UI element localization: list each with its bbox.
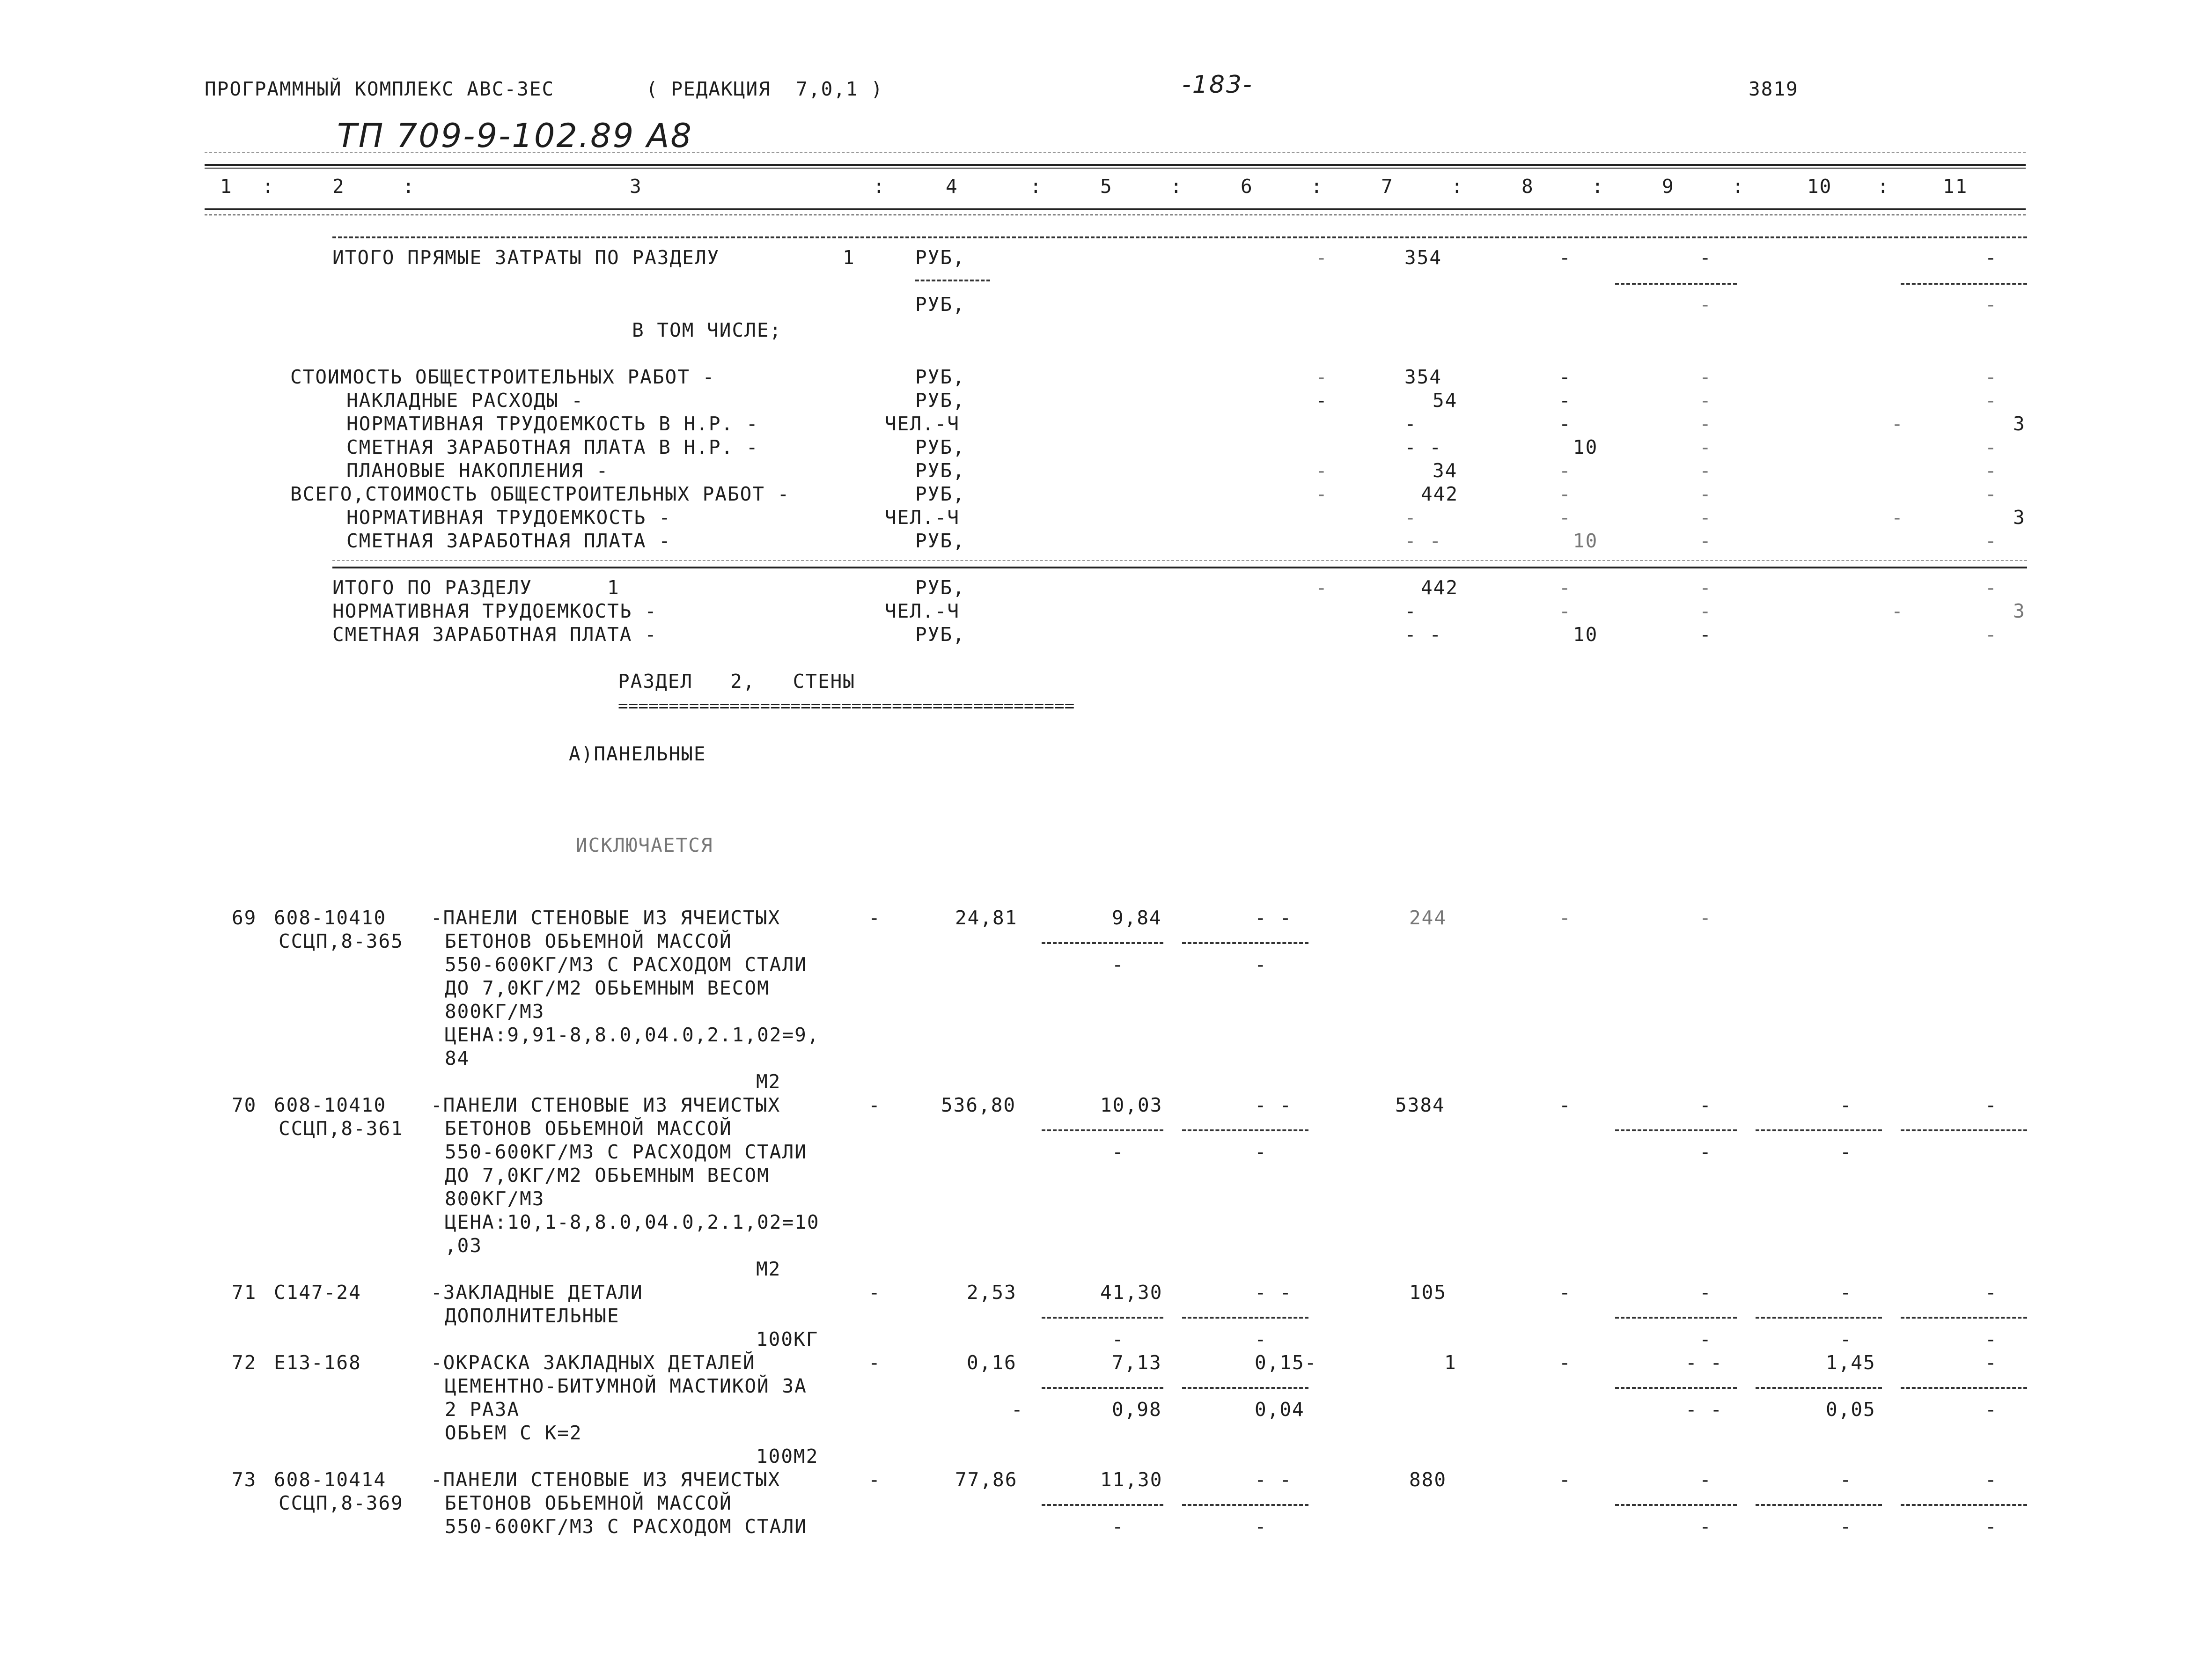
column-header-11: 11: [1943, 175, 1968, 198]
page-number: -183-: [1182, 71, 1253, 99]
item-col10: -: [1840, 1094, 1852, 1116]
item-col10-2: -: [1840, 1515, 1852, 1538]
item-rule: [1615, 1317, 1737, 1319]
total-top-rule: [332, 236, 2027, 238]
summary-label: СМЕТНАЯ ЗАРАБОТНАЯ ПЛАТА В Н.Р. -: [346, 436, 759, 458]
item-col6: - -: [1255, 1094, 1293, 1116]
summary-label: СТОИМОСТЬ ОБЩЕСТРОИТЕЛЬНЫХ РАБОТ -: [290, 366, 715, 388]
summary-unit: РУБ,: [915, 366, 965, 388]
item-desc-line: БЕТОНОВ ОБЬЕМНОЙ МАССОЙ: [445, 930, 732, 952]
summary-c7: - -: [1404, 436, 1442, 458]
summary-c11: 3: [2013, 413, 2026, 435]
section-total-c9: -: [1699, 600, 1712, 622]
item-number: 70: [232, 1094, 257, 1116]
item-desc-line: 550-600КГ/М3 С РАСХОДОМ СТАЛИ: [445, 953, 807, 976]
item-price-2: -: [1112, 953, 1124, 976]
item-desc-line: -ЗАКЛАДНЫЕ ДЕТАЛИ: [431, 1281, 643, 1304]
item-col9: - -: [1685, 1351, 1723, 1374]
section-total-c9: -: [1699, 576, 1712, 599]
item-number: 73: [232, 1468, 257, 1491]
item-dash: -: [868, 907, 881, 929]
summary-c9: -: [1699, 530, 1712, 552]
item-col11-2: -: [1985, 1515, 1998, 1538]
item-unit: 100КГ: [756, 1328, 819, 1350]
item-rule: [1042, 1129, 1163, 1131]
section-total-c7: 442: [1421, 576, 1459, 599]
item-col9-2: - -: [1685, 1398, 1723, 1421]
item-reference: ССЦП,8-369: [279, 1492, 404, 1514]
item-desc-line: 550-600КГ/М3 С РАСХОДОМ СТАЛИ: [445, 1515, 807, 1538]
summary-c7: - -: [1404, 530, 1442, 552]
section-total-c10: -: [1891, 600, 1904, 622]
summary-c10: -: [1891, 413, 1904, 435]
summary-c6: -: [1315, 389, 1328, 412]
total-direct-unit: РУБ,: [915, 246, 965, 269]
item-col8: -: [1559, 1351, 1572, 1374]
item-dash: -: [868, 1468, 881, 1491]
item-col11: -: [1985, 1468, 1998, 1491]
summary-c8: -: [1559, 483, 1572, 505]
item-rule: [1182, 1129, 1308, 1131]
item-desc-line: 550-600КГ/М3 С РАСХОДОМ СТАЛИ: [445, 1141, 807, 1163]
column-header-7: 7: [1381, 175, 1394, 198]
summary-c9: -: [1699, 459, 1712, 482]
section-total-c8: 10: [1573, 623, 1598, 646]
item-price: 9,84: [1112, 907, 1162, 929]
summary-label: НАКЛАДНЫЕ РАСХОДЫ -: [346, 389, 584, 412]
summary-c9: -: [1699, 366, 1712, 388]
item-code: 608-10410: [274, 907, 387, 929]
item-rule: [1182, 1504, 1308, 1506]
item-col6: - -: [1255, 1468, 1293, 1491]
item-code: Е13-168: [274, 1351, 361, 1374]
summary-c8: -: [1559, 459, 1572, 482]
item-col11: -: [1985, 1281, 1998, 1304]
item-price-2: 0,98: [1112, 1398, 1162, 1421]
section-total-c11: 3: [2013, 600, 2026, 622]
item-desc-line: -ПАНЕЛИ СТЕНОВЫЕ ИЗ ЯЧЕИСТЫХ: [431, 907, 781, 929]
item-col9: -: [1699, 907, 1712, 929]
item-col9-2: -: [1699, 1515, 1712, 1538]
summary-c9: -: [1699, 413, 1712, 435]
item-rule: [1042, 942, 1163, 944]
item-dash: -: [868, 1281, 881, 1304]
section-total-unit: РУБ,: [915, 623, 965, 646]
summary-label: НОРМАТИВНАЯ ТРУДОЕМКОСТЬ В Н.Р. -: [346, 413, 759, 435]
header-dotted-rule: [205, 152, 2026, 153]
item-rule: [1042, 1317, 1163, 1319]
item-desc-line: ЦЕНА:9,91-8,8.0,04.0,2.1,02=9,: [445, 1024, 820, 1046]
total-direct-c7: 354: [1404, 246, 1442, 269]
item-desc-line: -ПАНЕЛИ СТЕНОВЫЕ ИЗ ЯЧЕИСТЫХ: [431, 1468, 781, 1491]
item-col9-2: -: [1699, 1328, 1712, 1350]
column-separator: :: [1030, 175, 1043, 198]
item-desc-line: 84: [445, 1047, 470, 1069]
item-price: 7,13: [1112, 1351, 1162, 1374]
section-total-rule: [332, 567, 2027, 568]
total-direct-c6: -: [1315, 246, 1328, 269]
section-total-label: СМЕТНАЯ ЗАРАБОТНАЯ ПЛАТА -: [332, 623, 657, 646]
column-header-9: 9: [1662, 175, 1675, 198]
section-total-c11: -: [1985, 623, 1998, 646]
summary-c11: -: [1985, 436, 1998, 458]
item-col7: 1: [1444, 1351, 1457, 1374]
item-code: 608-10410: [274, 1094, 387, 1116]
section-total-c9: -: [1699, 623, 1712, 646]
item-rule: [1901, 1504, 2027, 1506]
program-title: ПРОГРАММНЫЙ КОМПЛЕКС АВС-3ЕС: [205, 78, 555, 100]
summary-c8: -: [1559, 506, 1572, 529]
item-col7: 5384: [1395, 1094, 1445, 1116]
item-col10: -: [1840, 1281, 1852, 1304]
item-col9: -: [1699, 1468, 1712, 1491]
item-rule: [1615, 1504, 1737, 1506]
section-total-c8: -: [1559, 576, 1572, 599]
item-col11-2: -: [1985, 1328, 1998, 1350]
item-desc-line: ДО 7,0КГ/М2 ОБЬЕМНЫМ ВЕСОМ: [445, 1164, 770, 1187]
item-rule: [1901, 1129, 2027, 1131]
item-col6: 0,15-: [1255, 1351, 1317, 1374]
column-header-bottom-rule-2: [205, 214, 2026, 215]
summary-unit: РУБ,: [915, 436, 965, 458]
item-price: 11,30: [1100, 1468, 1163, 1491]
item-col11: -: [1985, 1351, 1998, 1374]
item-col10-2: -: [1840, 1141, 1852, 1163]
section-total-c7: -: [1404, 600, 1417, 622]
summary-c7: 34: [1433, 459, 1458, 482]
item-col10: -: [1840, 1468, 1852, 1491]
item-col6-2: 0,04: [1255, 1398, 1305, 1421]
item-desc-line: ,03: [445, 1234, 483, 1257]
project-code: ТП 709-9-102.89 А8: [337, 117, 693, 155]
total-direct-c11: -: [1985, 246, 1998, 269]
item-rule: [1182, 1317, 1308, 1319]
summary-c7: -: [1404, 506, 1417, 529]
total-direct-c11-rule: [1901, 283, 2027, 285]
summary-unit: РУБ,: [915, 459, 965, 482]
summary-c6: -: [1315, 366, 1328, 388]
item-code: С147-24: [274, 1281, 361, 1304]
total-direct-c9-rule: [1615, 283, 1737, 285]
section-total-label: НОРМАТИВНАЯ ТРУДОЕМКОСТЬ -: [332, 600, 657, 622]
item-col10: 1,45: [1826, 1351, 1876, 1374]
summary-unit: РУБ,: [915, 530, 965, 552]
item-col8: -: [1559, 1281, 1572, 1304]
column-header-1: 1: [220, 175, 233, 198]
item-rule: [1042, 1504, 1163, 1506]
summary-c11: -: [1985, 366, 1998, 388]
item-price-2: -: [1112, 1515, 1124, 1538]
item-price-2: -: [1112, 1328, 1124, 1350]
item-rule: [1615, 1129, 1737, 1131]
summary-unit: ЧЕЛ.-Ч: [885, 506, 960, 529]
summary-c6: -: [1315, 459, 1328, 482]
item-rule: [1182, 1387, 1308, 1389]
summary-c11: -: [1985, 530, 1998, 552]
total-direct-label: ИТОГО ПРЯМЫЕ ЗАТРАТЫ ПО РАЗДЕЛУ: [332, 246, 720, 269]
item-col6-2: -: [1255, 1141, 1267, 1163]
column-separator: :: [1732, 175, 1745, 198]
summary-unit: РУБ,: [915, 483, 965, 505]
summary-c8: -: [1559, 389, 1572, 412]
summary-c11: -: [1985, 483, 1998, 505]
summary-c9: -: [1699, 389, 1712, 412]
item-desc-line: -ПАНЕЛИ СТЕНОВЫЕ ИЗ ЯЧЕИСТЫХ: [431, 1094, 781, 1116]
item-col9: -: [1699, 1281, 1712, 1304]
section-total-c8: -: [1559, 600, 1572, 622]
item-col6: - -: [1255, 907, 1293, 929]
summary-label: НОРМАТИВНАЯ ТРУДОЕМКОСТЬ -: [346, 506, 671, 529]
section-underline: =============================================: [618, 696, 1075, 715]
item-col8: -: [1559, 1094, 1572, 1116]
summary-c7: -: [1404, 413, 1417, 435]
item-price: 10,03: [1100, 1094, 1163, 1116]
item-number: 69: [232, 907, 257, 929]
item-col6: - -: [1255, 1281, 1293, 1304]
summary-unit: РУБ,: [915, 389, 965, 412]
item-price-2: -: [1112, 1141, 1124, 1163]
column-separator: :: [262, 175, 275, 198]
summary-dotted-rule: [332, 560, 2027, 561]
item-col9-2: -: [1699, 1141, 1712, 1163]
item-unit: 100М2: [756, 1445, 819, 1467]
column-header-5: 5: [1100, 175, 1113, 198]
item-rule: [1756, 1504, 1882, 1506]
item-reference: ССЦП,8-365: [279, 930, 404, 952]
item-col8: -: [1559, 907, 1572, 929]
summary-unit: ЧЕЛ.-Ч: [885, 413, 960, 435]
item-reference: ССЦП,8-361: [279, 1117, 404, 1140]
column-header-6: 6: [1241, 175, 1253, 198]
total-direct-unit-2: РУБ,: [915, 293, 965, 316]
summary-c7: 54: [1433, 389, 1458, 412]
column-header-10: 10: [1807, 175, 1832, 198]
column-separator: :: [1451, 175, 1464, 198]
item-rule: [1756, 1317, 1882, 1319]
column-header-bottom-rule: [205, 208, 2026, 210]
item-desc-line: 800КГ/М3: [445, 1187, 545, 1210]
summary-c11: 3: [2013, 506, 2026, 529]
section-total-c6: -: [1315, 576, 1328, 599]
item-desc-line: 2 РАЗА: [445, 1398, 520, 1421]
column-separator: :: [1592, 175, 1604, 198]
item-col10-2: 0,05: [1826, 1398, 1876, 1421]
item-col10-2: -: [1840, 1328, 1852, 1350]
summary-c9: -: [1699, 483, 1712, 505]
item-desc-line: ЦЕНА:10,1-8,8.0,04.0,2.1,02=10: [445, 1211, 820, 1233]
item-quantity: 0,16: [967, 1351, 1017, 1374]
section-subtitle: А)ПАНЕЛЬНЫЕ: [569, 743, 706, 765]
column-header-4: 4: [946, 175, 958, 198]
item-col11: -: [1985, 1094, 1998, 1116]
item-col6-2: -: [1255, 1328, 1267, 1350]
summary-label: ПЛАНОВЫЕ НАКОПЛЕНИЯ -: [346, 459, 609, 482]
item-dash: -: [868, 1094, 881, 1116]
total-direct-c9: -: [1699, 246, 1712, 269]
item-rule: [1615, 1387, 1737, 1389]
item-quantity: 536,80: [941, 1094, 1016, 1116]
summary-c7: 442: [1421, 483, 1459, 505]
summary-c8: 10: [1573, 436, 1598, 458]
item-desc-line: ДО 7,0КГ/М2 ОБЬЕМНЫМ ВЕСОМ: [445, 977, 770, 999]
summary-c11: -: [1985, 459, 1998, 482]
column-separator: :: [873, 175, 886, 198]
summary-c11: -: [1985, 389, 1998, 412]
column-header-2: 2: [332, 175, 345, 198]
item-unit: М2: [756, 1258, 781, 1280]
section-total-unit: ЧЕЛ.-Ч: [885, 600, 960, 622]
item-quantity-2: -: [1011, 1398, 1024, 1421]
column-separator: :: [1170, 175, 1183, 198]
summary-c10: -: [1891, 506, 1904, 529]
item-price: 41,30: [1100, 1281, 1163, 1304]
item-col9: -: [1699, 1094, 1712, 1116]
summary-c6: -: [1315, 483, 1328, 505]
summary-c8: -: [1559, 413, 1572, 435]
item-desc-line: БЕТОНОВ ОБЬЕМНОЙ МАССОЙ: [445, 1117, 732, 1140]
item-dash: -: [868, 1351, 881, 1374]
summary-label: ВСЕГО,СТОИМОСТЬ ОБЩЕСТРОИТЕЛЬНЫХ РАБОТ -: [290, 483, 790, 505]
column-header-top-rule: [205, 164, 2026, 166]
item-quantity: 77,86: [955, 1468, 1018, 1491]
section-total-c7: - -: [1404, 623, 1442, 646]
item-rule: [1756, 1387, 1882, 1389]
item-col7: 880: [1409, 1468, 1447, 1491]
section-total-c11: -: [1985, 576, 1998, 599]
section-title: РАЗДЕЛ 2, СТЕНЫ: [618, 670, 855, 693]
total-direct-c8: -: [1559, 246, 1572, 269]
summary-c8: 10: [1573, 530, 1598, 552]
including-label: В ТОМ ЧИСЛЕ;: [632, 319, 782, 341]
item-number: 72: [232, 1351, 257, 1374]
item-quantity: 24,81: [955, 907, 1018, 929]
section-total-label: ИТОГО ПО РАЗДЕЛУ 1: [332, 576, 620, 599]
item-desc-line: БЕТОНОВ ОБЬЕМНОЙ МАССОЙ: [445, 1492, 732, 1514]
summary-c9: -: [1699, 436, 1712, 458]
item-col8: -: [1559, 1468, 1572, 1491]
item-desc-line: 800КГ/М3: [445, 1000, 545, 1023]
item-col6-2: -: [1255, 1515, 1267, 1538]
document-number: 3819: [1749, 78, 1799, 100]
item-col6-2: -: [1255, 953, 1267, 976]
column-separator: :: [403, 175, 415, 198]
item-quantity: 2,53: [967, 1281, 1017, 1304]
item-desc-line: ДОПОЛНИТЕЛЬНЫЕ: [445, 1305, 620, 1327]
item-rule: [1901, 1317, 2027, 1319]
excluded-note: ИСКЛЮЧАЕТСЯ: [576, 834, 713, 856]
item-rule: [1182, 942, 1308, 944]
summary-c9: -: [1699, 506, 1712, 529]
item-number: 71: [232, 1281, 257, 1304]
item-rule: [1756, 1129, 1882, 1131]
column-separator: :: [1311, 175, 1323, 198]
item-col7: 244: [1409, 907, 1447, 929]
summary-label: СМЕТНАЯ ЗАРАБОТНАЯ ПЛАТА -: [346, 530, 671, 552]
total-direct-num: 1: [843, 246, 855, 269]
total-direct-unit-rule: [915, 280, 990, 281]
item-rule: [1042, 1387, 1163, 1389]
total-direct-c11-2: -: [1985, 293, 1998, 316]
item-code: 608-10414: [274, 1468, 387, 1491]
item-desc-line: ЦЕМЕНТНО-БИТУМНОЙ МАСТИКОЙ ЗА: [445, 1375, 807, 1397]
column-header-8: 8: [1521, 175, 1534, 198]
item-desc-line: -ОКРАСКА ЗАКЛАДНЫХ ДЕТАЛЕЙ: [431, 1351, 756, 1374]
item-desc-line: ОБЬЕМ С К=2: [445, 1422, 582, 1444]
summary-c7: 354: [1404, 366, 1442, 388]
summary-c8: -: [1559, 366, 1572, 388]
total-direct-c9-2: -: [1699, 293, 1712, 316]
edition-label: ( РЕДАКЦИЯ 7,0,1 ): [646, 78, 883, 100]
item-unit: М2: [756, 1070, 781, 1093]
column-separator: :: [1877, 175, 1890, 198]
item-rule: [1901, 1387, 2027, 1389]
column-header-top-rule-2: [205, 168, 2026, 169]
column-header-3: 3: [630, 175, 642, 198]
item-col7: 105: [1409, 1281, 1447, 1304]
section-total-unit: РУБ,: [915, 576, 965, 599]
item-col11-2: -: [1985, 1398, 1998, 1421]
